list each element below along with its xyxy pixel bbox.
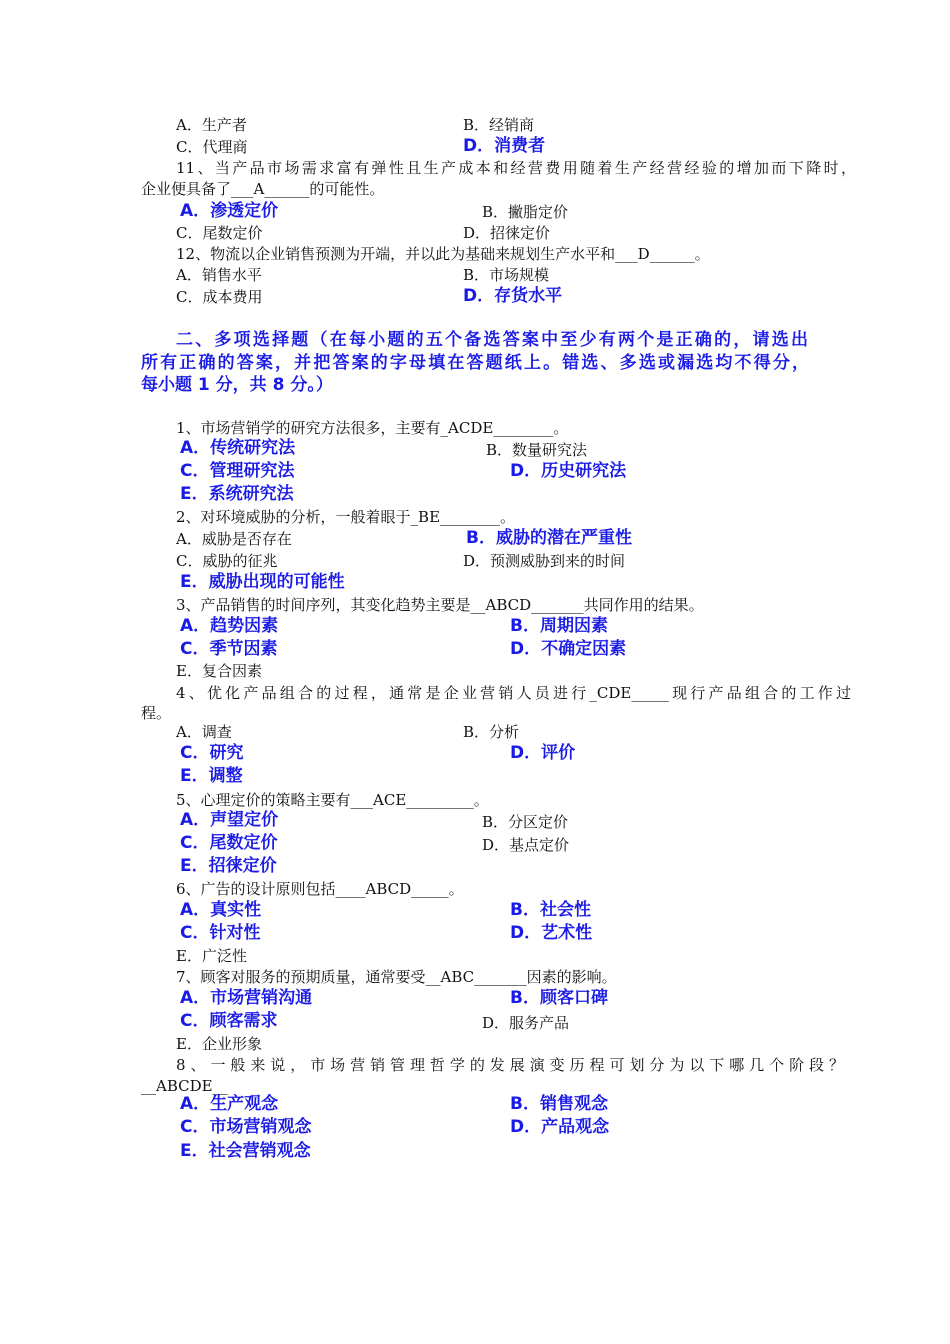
answer-option: A．渗透定价 — [180, 201, 279, 221]
answer-option: B．顾客口碑 — [510, 988, 608, 1008]
text-line: B．市场规模 — [463, 266, 550, 284]
answer-option: E．调整 — [180, 766, 243, 786]
answer-option: D．产品观念 — [510, 1117, 610, 1137]
answer-option: D．消费者 — [463, 136, 546, 156]
answer-option: A．趋势因素 — [180, 616, 279, 636]
section-heading-line: 二、多项选择题（在每小题的五个备选答案中至少有两个是正确的，请选出 — [176, 330, 808, 350]
text-line: D．基点定价 — [482, 836, 570, 854]
answer-option: D．历史研究法 — [510, 461, 627, 481]
answer-option: B．销售观念 — [510, 1094, 608, 1114]
text-line: B．数量研究法 — [486, 441, 588, 459]
text-line: A．生产者 — [176, 116, 247, 134]
answer-option: C．管理研究法 — [180, 461, 295, 481]
answer-option: D．存货水平 — [463, 286, 563, 306]
text-line: E．复合因素 — [176, 662, 262, 680]
answer-option: C．顾客需求 — [180, 1011, 278, 1031]
text-line: C．成本费用 — [176, 288, 263, 306]
text-line: 7、顾客对服务的预期质量，通常要受__ABC_______因素的影响。 — [176, 968, 617, 986]
answer-option: E．系统研究法 — [180, 484, 294, 504]
text-line: 8、一般来说，市场营销管理哲学的发展演变历程可划分为以下哪几个阶段？ — [176, 1056, 844, 1074]
text-line: C．代理商 — [176, 138, 248, 156]
text-line: A．销售水平 — [176, 266, 262, 284]
answer-option: A．传统研究法 — [180, 438, 296, 458]
answer-option: E．威胁出现的可能性 — [180, 572, 345, 592]
text-line: C．威胁的征兆 — [176, 552, 278, 570]
answer-option: A．真实性 — [180, 900, 262, 920]
section-heading-line: 所有正确的答案，并把答案的字母填在答题纸上。错选、多选或漏选均不得分， — [141, 353, 809, 373]
answer-option: D．评价 — [510, 743, 576, 763]
text-line: 1、市场营销学的研究方法很多，主要有_ACDE________。 — [176, 419, 569, 437]
text-line: 企业便具备了___A______的可能性。 — [141, 180, 385, 198]
answer-option: C．市场营销观念 — [180, 1117, 312, 1137]
text-line: A．威胁是否存在 — [176, 530, 292, 548]
text-line: 程。 — [141, 704, 172, 722]
text-line: B．撇脂定价 — [482, 203, 569, 221]
answer-option: A．市场营销沟通 — [180, 988, 313, 1008]
answer-option: E．社会营销观念 — [180, 1141, 311, 1161]
text-line: 3、产品销售的时间序列，其变化趋势主要是__ABCD_______共同作用的结果。 — [176, 596, 704, 614]
text-line: D．招徕定价 — [463, 224, 551, 242]
text-line: C．尾数定价 — [176, 224, 263, 242]
text-line: E．广泛性 — [176, 947, 247, 965]
answer-option: D．不确定因素 — [510, 639, 627, 659]
answer-option: C．季节因素 — [180, 639, 278, 659]
text-line: 11、当产品市场需求富有弹性且生产成本和经营费用随着生产经营经验的增加而下降时， — [176, 159, 856, 177]
answer-option: C．研究 — [180, 743, 244, 763]
section-heading-line: 每小题 1 分，共 8 分。） — [141, 375, 333, 395]
text-line: B．经销商 — [463, 116, 535, 134]
text-line: 2、对环境威胁的分析，一般着眼于_BE________。 — [176, 508, 516, 526]
answer-option: B．社会性 — [510, 900, 591, 920]
text-line: 5、心理定价的策略主要有___ACE_________。 — [176, 791, 489, 809]
text-line: B．分区定价 — [482, 813, 569, 831]
text-line: D．预测威胁到来的时间 — [463, 552, 626, 570]
answer-option: B．威胁的潜在严重性 — [466, 528, 632, 548]
answer-option: D．艺术性 — [510, 923, 593, 943]
answer-option: C．尾数定价 — [180, 833, 278, 853]
text-line: 4、优化产品组合的过程，通常是企业营销人员进行_CDE_____现行产品组合的工作过 — [176, 684, 851, 702]
text-line: B．分析 — [463, 723, 520, 741]
answer-option: A．生产观念 — [180, 1094, 279, 1114]
text-line: 6、广告的设计原则包括____ABCD_____。 — [176, 880, 464, 898]
text-line: A．调查 — [176, 723, 232, 741]
text-line: __ABCDE__ — [141, 1077, 228, 1095]
answer-option: C．针对性 — [180, 923, 261, 943]
answer-option: A．声望定价 — [180, 810, 279, 830]
answer-option: E．招徕定价 — [180, 856, 277, 876]
answer-option: B．周期因素 — [510, 616, 608, 636]
text-line: 12、物流以企业销售预测为开端，并以此为基础来规划生产水平和___D______。 — [176, 245, 710, 263]
text-line: D．服务产品 — [482, 1014, 570, 1032]
text-line: E．企业形象 — [176, 1035, 262, 1053]
